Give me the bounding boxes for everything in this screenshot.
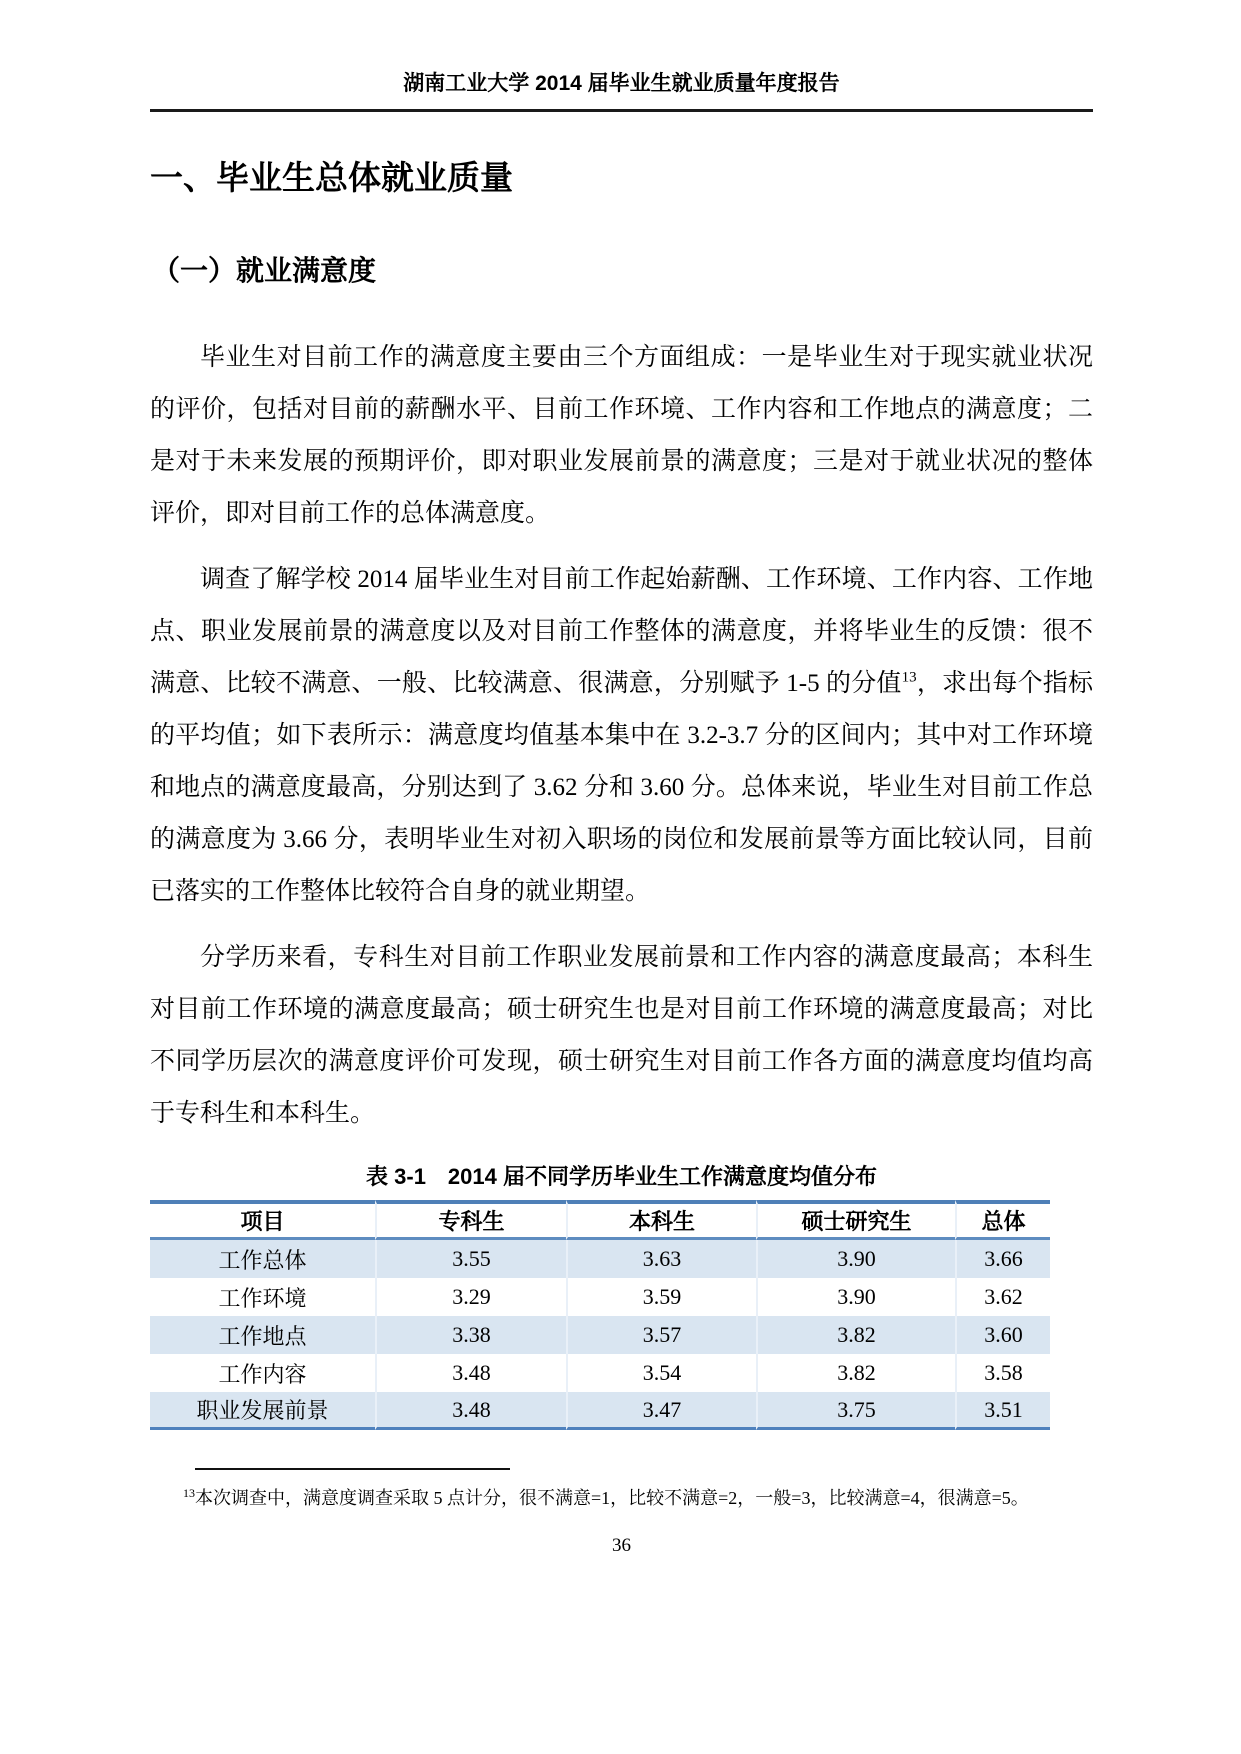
cell-value: 3.63 <box>566 1240 756 1278</box>
cell-value: 3.51 <box>955 1392 1050 1430</box>
footnote-text: 本次调查中，满意度调查采取 5 点计分，很不满意=1，比较不满意=2，一般=3，比较满意=4，很满意=5。 <box>195 1488 1029 1508</box>
cell-value: 3.57 <box>566 1316 756 1354</box>
table-row <box>150 1392 1050 1430</box>
row-label: 工作环境 <box>218 1285 307 1311</box>
running-header-title: 湖南工业大学 2014 届毕业生就业质量年度报告 <box>403 72 840 95</box>
row-label: 工作内容 <box>218 1361 307 1387</box>
cell-value: 3.47 <box>566 1392 756 1430</box>
paragraph-2-text-continued: ，求出每个指标的平均值；如下表所示：满意度均值基本集中在 3.2-3.7 分的区间内；其中对工作环境和地点的满意度最高，分别达到了 3.62 分和 3.60 分。总体来说，毕业生对目前工作总的满意度为 3.66 分，表明毕业生对初入职场的岗位和发展前景等方面比较认同，目前已落实的工作整体比较符合自身的就业期望。 <box>150 670 1093 905</box>
paragraph-1: 毕业生对目前工作的满意度主要由三个方面组成：一是毕业生对于现实就业状况的评价，包括对目前的薪酬水平、目前工作环境、工作内容和工作地点的满意度；二是对于未来发展的预期评价，即对职业发展前景的满意度；三是对于就业状况的整体评价，即对目前工作的总体满意度。 <box>150 344 1093 527</box>
subsection-heading: （一）就业满意度 <box>152 255 377 286</box>
cell-value: 3.48 <box>375 1354 566 1392</box>
cell-value: 3.48 <box>375 1392 566 1430</box>
paragraph-3: 分学历来看，专科生对目前工作职业发展前景和工作内容的满意度最高；本科生对目前工作环境的满意度最高；硕士研究生也是对目前工作环境的满意度最高；对比不同学历层次的满意度评价可发现，硕士研究生对目前工作各方面的满意度均值均高于专科生和本科生。 <box>150 944 1093 1127</box>
cell-value: 3.82 <box>756 1316 955 1354</box>
cell-value: 3.90 <box>756 1278 955 1316</box>
row-label: 工作总体 <box>150 1240 375 1278</box>
table-row <box>150 1354 1050 1392</box>
table-caption: 表 3-1 2014 届不同学历毕业生工作满意度均值分布 <box>366 1164 877 1189</box>
paragraph-2 <box>150 554 1093 918</box>
footnote-reference-13: 13 <box>901 669 917 686</box>
table-row <box>150 1278 1050 1316</box>
column-header-overall: 总体 <box>955 1200 1050 1240</box>
satisfaction-table <box>150 1200 1050 1430</box>
table-row <box>150 1240 1050 1278</box>
column-header-associate: 专科生 <box>375 1200 566 1240</box>
cell-value: 3.62 <box>955 1278 1050 1316</box>
cell-value: 3.66 <box>955 1240 1050 1278</box>
row-label: 工作地点 <box>150 1316 375 1354</box>
page-number: 36 <box>612 1535 631 1556</box>
paragraph-2-text: 调查了解学校 2014 届毕业生对目前工作起始薪酬、工作环境、工作内容、工作地点、职业发展前景的满意度以及对目前工作整体的满意度，并将毕业生的反馈：很不满意、比较不满意、一般、比较满意、很满意，分别赋予 1-5 的分值 <box>150 566 1093 697</box>
section-heading: 一、毕业生总体就业质量 <box>150 159 513 196</box>
footnote-separator <box>195 1468 510 1470</box>
cell-value: 3.82 <box>756 1354 955 1392</box>
cell-value: 3.38 <box>375 1316 566 1354</box>
footnote-number: 13 <box>183 1486 195 1500</box>
cell-value: 3.29 <box>375 1278 566 1316</box>
cell-value: 3.90 <box>756 1240 955 1278</box>
table-row <box>150 1316 1050 1354</box>
footnote <box>150 1476 1093 1521</box>
cell-value: 3.60 <box>955 1316 1050 1354</box>
cell-value: 3.59 <box>566 1278 756 1316</box>
cell-value: 3.75 <box>756 1392 955 1430</box>
row-label: 职业发展前景 <box>150 1392 375 1430</box>
column-header-master: 硕士研究生 <box>756 1200 955 1240</box>
cell-value: 3.55 <box>375 1240 566 1278</box>
cell-value: 3.58 <box>955 1354 1050 1392</box>
header-rule <box>150 109 1093 112</box>
cell-value: 3.54 <box>566 1354 756 1392</box>
table-header-row <box>150 1200 1050 1240</box>
column-header-bachelor: 本科生 <box>566 1200 756 1240</box>
column-header-item: 项目 <box>150 1200 375 1240</box>
